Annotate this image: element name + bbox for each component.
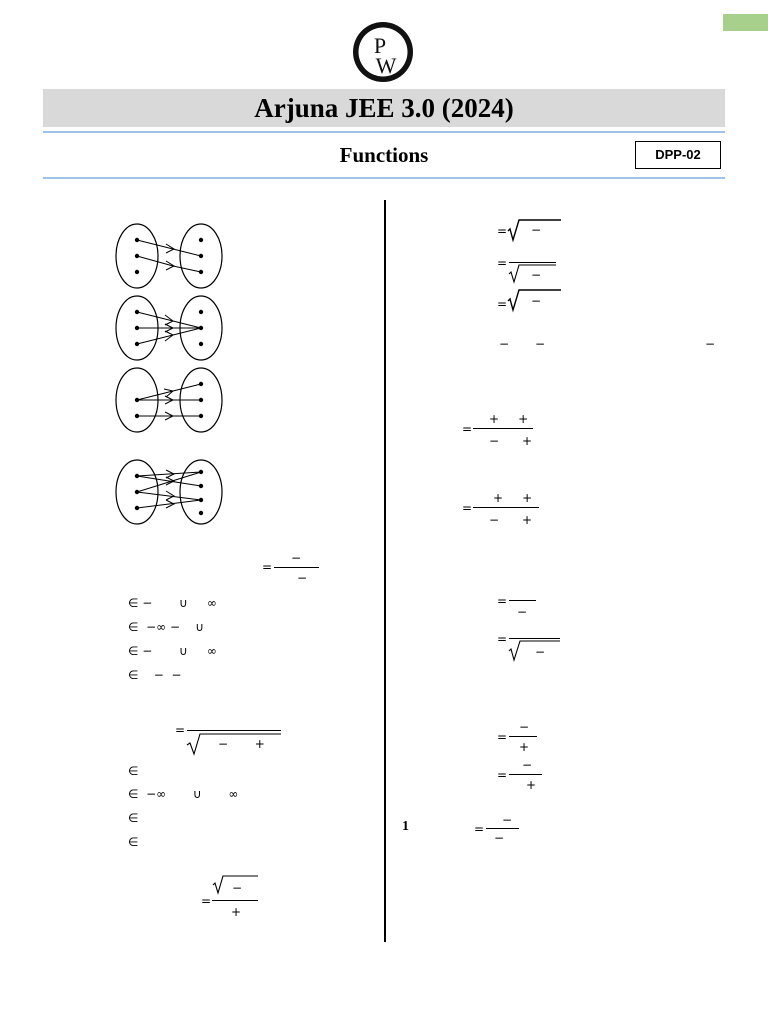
fraction-bar [509,774,542,775]
fraction-numerator: + + [493,491,533,505]
page-title: Arjuna JEE 3.0 (2024) [43,89,725,127]
fraction-denominator: + [231,905,242,919]
fraction-bar [187,730,281,731]
title-rule [43,131,725,133]
fraction-denominator: − [517,605,528,619]
mapping-diagrams [100,215,240,535]
equals-sign: = [474,822,485,836]
fraction-numerator: − [291,551,302,565]
svg-text:W: W [375,53,397,78]
option-d: ∈ − − [128,668,182,682]
fraction-numerator: − [519,720,530,734]
mapping-diagram-4 [116,460,222,524]
option-d: ∈ [128,835,139,849]
equals-sign: = [462,422,473,436]
fraction-bar [486,828,519,829]
equals-sign: = [497,256,508,270]
minus-sign: − [499,337,510,351]
equals-sign: = [201,894,212,908]
fraction-denominator: − [535,645,546,659]
fraction-denominator: − [531,268,542,282]
fraction-bar [274,567,319,568]
column-divider [384,200,386,942]
corner-tab [723,14,768,31]
fraction-numerator: − [232,881,243,895]
fraction-bar [509,736,537,737]
minus-sign: − [705,337,716,351]
fraction-denominator: + [519,740,530,754]
subject-rule [43,177,725,179]
equals-sign: = [497,297,508,311]
fraction-bar [509,600,536,601]
fraction-denominator: + [526,778,537,792]
fraction-numerator: − [502,813,513,827]
fraction-denominator: − [494,831,505,845]
svg-text:P: P [373,33,387,58]
option-c: ∈ [128,811,139,825]
fraction-denominator: − + [489,513,532,527]
radicand: − [531,294,542,308]
option-b: ∈ −∞ ∪ ∞ [128,787,239,801]
equals-sign: = [175,723,186,737]
option-b: ∈ −∞ − ∪ [128,620,205,634]
fraction-bar [473,428,533,429]
fraction-numerator: + + [489,412,529,426]
equals-sign: = [497,594,508,608]
subject-heading: Functions [339,143,429,167]
mapping-diagram-1 [116,224,222,288]
fraction-numerator: − [522,758,533,772]
minus-sign: − [535,337,546,351]
equals-sign: = [497,632,508,646]
option-c: ∈ − ∪ ∞ [128,644,217,658]
equals-sign: = [497,224,508,238]
radicand: − [531,223,542,237]
pw-logo [352,20,414,84]
option-a: ∈ − ∪ ∞ [128,596,217,610]
equals-sign: = [262,560,273,574]
equals-sign: = [497,730,508,744]
mapping-diagram-2 [116,296,222,360]
item-label: 1 [402,819,409,834]
fraction-bar [212,900,258,901]
fraction-denominator: − + [218,737,265,751]
equals-sign: = [462,501,473,515]
dpp-badge: DPP-02 [635,141,721,169]
equals-sign: = [497,768,508,782]
option-a: ∈ [128,764,139,778]
fraction-denominator: − [297,571,308,585]
fraction-denominator: − + [489,434,532,448]
mapping-diagram-3 [116,368,222,432]
fraction-bar [473,507,539,508]
